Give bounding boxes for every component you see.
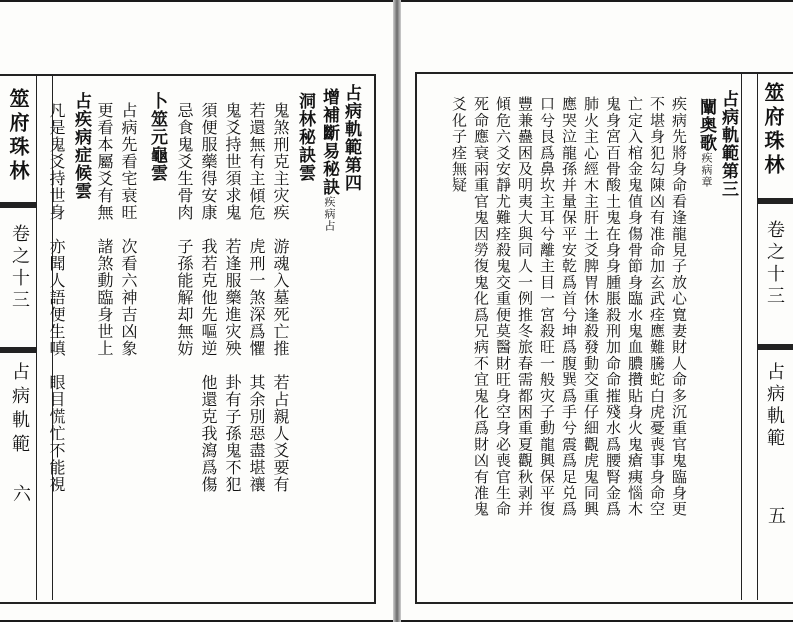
margin-band <box>757 198 793 204</box>
section-heading-note: 疾病占 <box>323 196 336 232</box>
margin-page-number: 六 <box>10 484 31 503</box>
margin-volume: 卷之十三 <box>9 224 30 312</box>
text-column: 鬼爻持世須求鬼 若逢服藥進灾殃 卦有子孫鬼不犯 <box>223 102 242 493</box>
margin-rule <box>757 74 758 600</box>
text-column: 死命應衰兩重官鬼因勞復鬼化爲兄病不宜鬼化爲財凶有准鬼 <box>472 96 490 518</box>
chapter-title: 占病軌範第三 <box>718 90 738 198</box>
section-heading <box>697 98 714 188</box>
text-column: 鬼身宮百骨酸土鬼在身身腫脹殺刑加命命摧殘水爲腰腎金爲 <box>604 96 622 518</box>
margin-section: 占病軌範 <box>9 362 30 458</box>
text-column: 口兮艮爲鼻坎主耳兮離主目一宮殺旺一般灾子動龍興保平復 <box>538 96 556 518</box>
text-column: 若還無有主傾危 虎刑一煞深爲懼 其余別惡盡堪禳 <box>247 102 266 493</box>
margin-page-number: 五 <box>765 506 786 525</box>
margin-band <box>757 344 793 350</box>
subsection-heading: 洞林秘訣雲 <box>295 92 315 182</box>
book-gutter <box>393 0 401 622</box>
text-column: 占病先看宅衰旺 次看六神吉凶象 <box>119 102 138 357</box>
subsection-heading: 卜筮元龜雲 <box>147 92 167 182</box>
text-column: 豐兼蠱困及明夷大與同人一例推冬旅春需都困重夏觀秋剥并 <box>516 96 534 518</box>
text-column: 傾危六爻安靜尤難痊殺鬼交重便莫醫財旺身空身必喪官生命 <box>494 96 512 518</box>
margin-section: 占病軌範 <box>764 362 785 450</box>
section-heading-text: 闡奥歌 <box>696 98 716 152</box>
section-heading <box>320 88 337 232</box>
text-column: 更看本屬爻有無 諸煞動臨身世上 <box>95 102 114 357</box>
margin-band <box>0 202 37 208</box>
margin-rule <box>741 74 742 600</box>
text-column: 亡定入棺金鬼值身傷骨節身臨水鬼血膿攢貼身火鬼瘡痍惱木 <box>626 96 644 518</box>
section-heading-text: 增補斷易秘訣 <box>319 88 339 196</box>
chapter-title: 占病軌範第四 <box>341 84 361 192</box>
margin-volume: 卷之十三 <box>764 220 785 308</box>
margin-title: 筮府珠林 <box>761 82 785 178</box>
margin-band <box>0 347 37 353</box>
subsection-heading: 占疾病症候雲 <box>71 92 91 200</box>
margin-rule <box>36 76 37 600</box>
text-column: 應哭泣龍孫并量保平安乾爲首兮坤爲腹巽爲手兮震爲足兑爲 <box>560 96 578 518</box>
text-column: 凡是鬼爻持世身 亦聞人語便生嗔 眼目慌忙不能視 <box>47 102 66 493</box>
text-column: 爻化子痊無疑 <box>450 96 468 194</box>
text-column: 不堪身犯勾陳凶有准命加玄武痊應難騰蛇白虎憂喪事身命空 <box>648 96 666 518</box>
text-column: 肺火主心經木主肝土爻脾胃休逢殺發動交重仔細觀虎鬼同興 <box>582 96 600 518</box>
section-heading-note: 疾病章 <box>700 152 713 188</box>
right-page <box>401 2 793 620</box>
text-column: 疾病先將身命看逢龍見子放心寬妻財人命多沉重官鬼臨身更 <box>670 96 688 518</box>
margin-title: 筮府珠林 <box>6 88 30 184</box>
text-column: 忌食鬼爻生骨肉 子孫能解却無妨 <box>175 102 194 357</box>
text-column: 須便服藥得安康 我若克他先嘔逆 他還克我瀉爲傷 <box>199 102 218 493</box>
text-column: 鬼煞刑克主灾疾 游魂入墓死亡推 若占親人爻要有 <box>271 102 290 493</box>
left-page <box>0 2 393 620</box>
